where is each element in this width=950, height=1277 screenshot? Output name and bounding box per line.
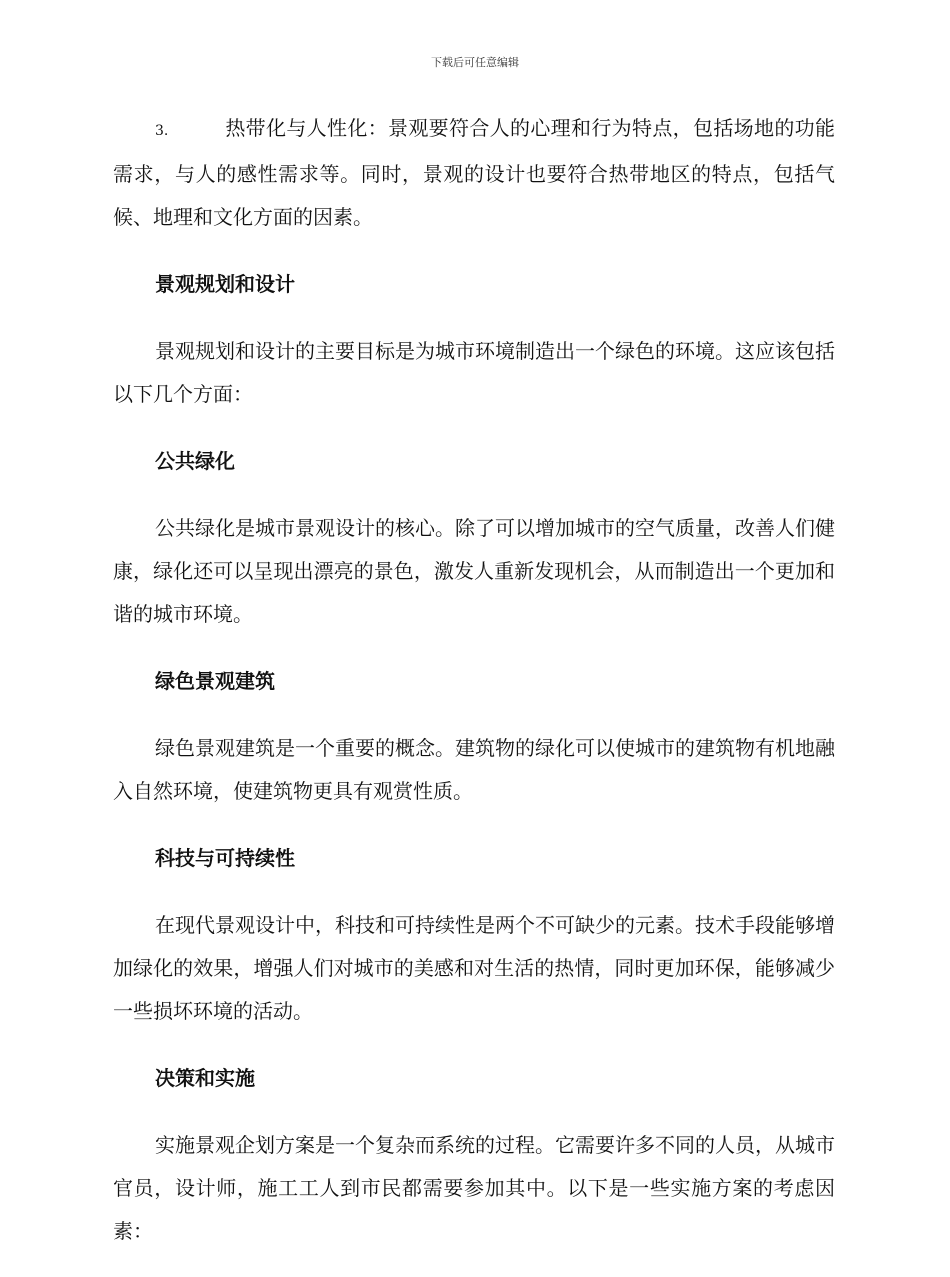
list-item-text: 热带化与人性化：景观要符合人的心理和行为特点，包括场地的功能需求，与人的感性需求等。同时，景观的设计也要符合热带地区的特点，包括气候、地理和文化方面的因素。 <box>113 116 835 229</box>
list-item-3 <box>113 107 835 239</box>
section-paragraph-green-architecture: 绿色景观建筑是一个重要的概念。建筑物的绿化可以使城市的建筑物有机地融入自然环境，使建筑物更具有观赏性质。 <box>113 736 835 803</box>
section-heading-landscape-planning: 景观规划和设计 <box>155 272 295 296</box>
section-heading-technology-sustainability: 科技与可持续性 <box>155 846 295 870</box>
section-heading-public-greening: 公共绿化 <box>155 449 235 473</box>
list-number: 3. <box>155 123 169 139</box>
section-heading-decision-implementation: 决策和实施 <box>155 1066 255 1090</box>
document-body <box>113 107 835 1277</box>
section-paragraph-public-greening: 公共绿化是城市景观设计的核心。除了可以增加城市的空气质量，改善人们健康，绿化还可以呈现出漂亮的景色，激发人重新发现机会，从而制造出一个更加和谐的城市环境。 <box>113 516 835 626</box>
section-paragraph-decision-implementation: 实施景观企划方案是一个复杂而系统的过程。它需要许多不同的人员，从城市官员，设计师，施工工人到市民都需要参加其中。以下是一些实施方案的考虑因素： <box>113 1133 835 1243</box>
section-paragraph-technology-sustainability: 在现代景观设计中，科技和可持续性是两个不可缺少的元素。技术手段能够增加绿化的效果，增强人们对城市的美感和对生活的热情，同时更加环保，能够减少一些损坏环境的活动。 <box>113 913 835 1023</box>
section-paragraph-landscape-planning: 景观规划和设计的主要目标是为城市环境制造出一个绿色的环境。这应该包括以下几个方面： <box>113 339 835 406</box>
section-heading-green-architecture: 绿色景观建筑 <box>155 669 275 693</box>
page-header: 下载后可任意编辑 <box>431 56 519 69</box>
